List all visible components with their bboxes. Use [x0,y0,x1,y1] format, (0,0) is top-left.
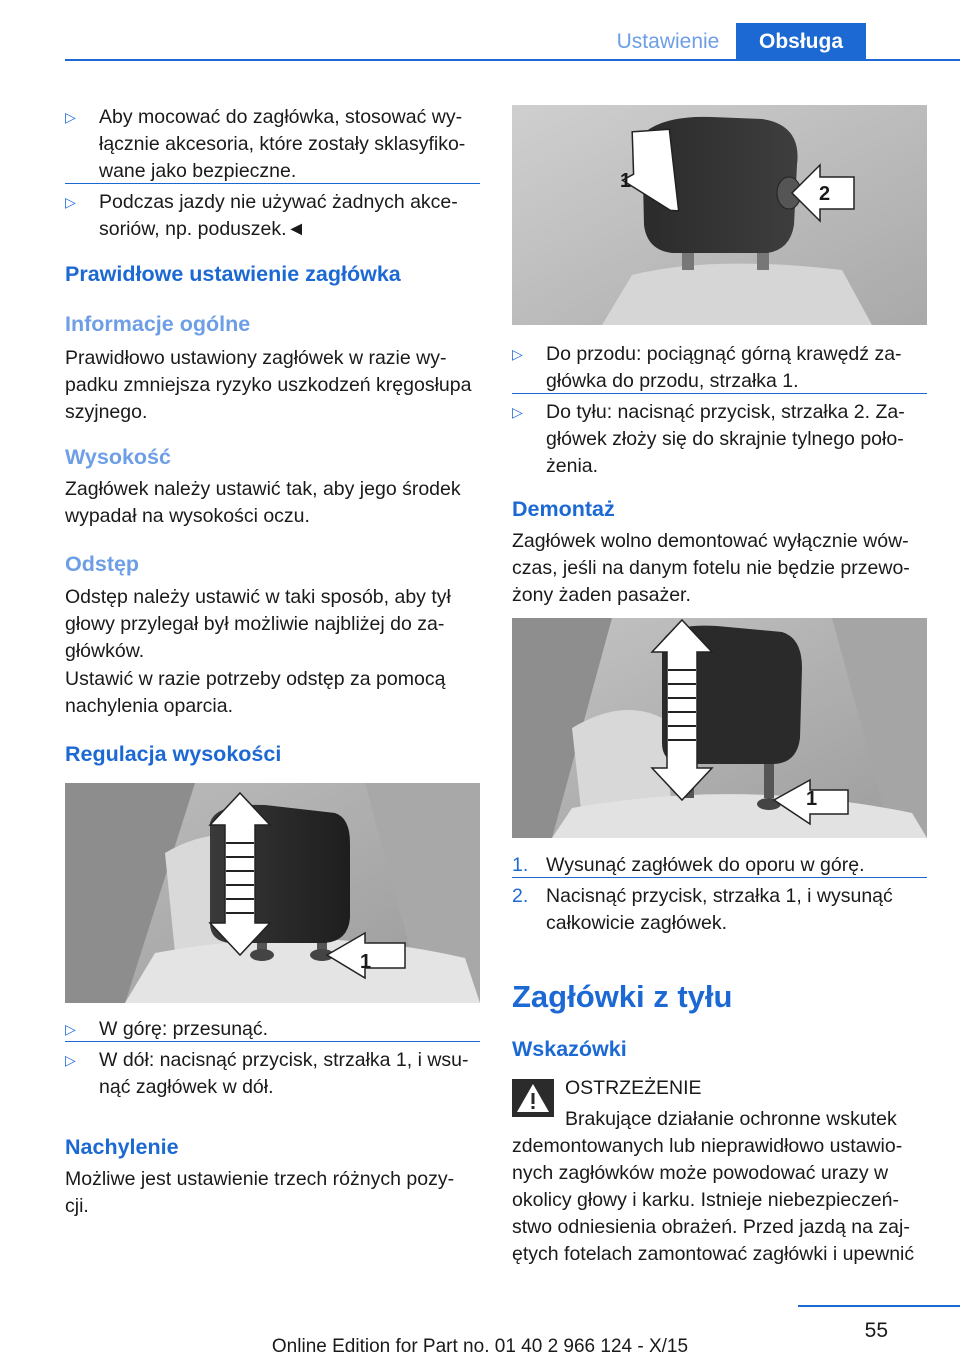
heading-general-info: Informacje ogólne [65,312,251,336]
warning-text: zdemontowanych lub nieprawidłowo ustawio‐ nych zagłówków może powodować urazy w okolicy głowy i karku. Istnieje niebezpieczeń‐ stwo odniesienia obrażeń. Przed jazdą na zaj‐ ętych fotelach zamontować zagłówki i upewnić [512,1135,915,1265]
bullet-text: Podczas jazdy nie używać żadnych akce‐ soriów, np. poduszek.◄ [99,191,458,240]
warning-first-line: Brakujące działanie ochronne wskutek [565,1108,897,1130]
arrow-label-2: 2 [819,183,831,205]
arrow-label: 1 [360,951,372,973]
step-number: 1. [512,854,529,876]
paragraph-distance: Odstęp należy ustawić w taki sposób, aby tył głowy przylegał był możliwie najbliżej do za‐ główków. [65,586,451,662]
headrest-removal-illustration [512,618,927,838]
headrest-tilt-illustration [512,105,927,325]
paragraph-height: Zagłówek należy ustawić tak, aby jego środek wypadał na wysokości oczu. [65,478,461,527]
separator [512,877,927,878]
headrest-height-illustration [65,783,480,1003]
bullet-triangle-icon: ▷ [65,194,76,210]
heading-correct-adjustment: Prawidłowe ustawienie zagłówka [65,262,401,286]
heading-height: Wysokość [65,445,171,469]
footer-edition: Online Edition for Part no. 01 40 2 966 124 - X/15 [271,1336,689,1357]
bullet-text: Aby mocować do zagłówka, stosować wy‐ łącznie akcesoria, które zostały sklasyfiko‐ wane jako bezpieczne. [99,106,466,182]
step-number: 2. [512,885,529,907]
paragraph-tilt: Możliwe jest ustawienie trzech różnych pozy‐ cji. [65,1168,455,1217]
bullet-text: Do tyłu: nacisnąć przycisk, strzałka 2. Za‐ główek złoży się do skrajnie tylnego poło‐ żenia. [546,401,905,477]
bullet-triangle-icon: ▷ [65,109,76,125]
bullet-triangle-icon: ▷ [512,404,523,420]
warning-title: OSTRZEŻENIE [565,1077,702,1099]
separator [65,183,480,184]
arrow-label: 1 [806,788,818,810]
header-active-tab[interactable]: Obsługa [736,23,866,61]
heading-notes: Wskazówki [512,1037,627,1061]
bullet-triangle-icon: ▷ [65,1021,76,1037]
header-rule [65,59,960,61]
heading-rear-headrests: Zagłówki z tyłu [512,979,733,1014]
footer-rule [798,1305,960,1307]
warning-triangle-icon [512,1079,554,1117]
header-section-tab[interactable]: Ustawienie [616,30,720,53]
bullet-triangle-icon: ▷ [512,346,523,362]
paragraph-general: Prawidłowo ustawiony zagłówek w razie wy‐ padku zmniejsza ryzyko uszkodzeń kręgosłupa szyjnego. [65,347,472,423]
separator [65,1041,480,1042]
bullet-text: Do przodu: pociągnąć górną krawędź za‐ główka do przodu, strzałka 1. [546,343,902,392]
heading-tilt: Nachylenie [65,1135,179,1159]
bullet-triangle-icon: ▷ [65,1052,76,1068]
step-text: Wysunąć zagłówek do oporu w górę. [546,854,865,876]
heading-distance: Odstęp [65,552,140,576]
separator [512,393,927,394]
bullet-text: W górę: przesunąć. [99,1018,269,1040]
paragraph-removal: Zagłówek wolno demontować wyłącznie wów‐ czas, jeśli na danym fotelu nie będzie przewo‐ żony żaden pasażer. [512,530,910,606]
page-number: 55 [864,1319,888,1342]
heading-removal: Demontaż [512,497,615,521]
bullet-text: W dół: nacisnąć przycisk, strzałka 1, i wsu‐ nąć zagłówek w dół. [99,1049,469,1098]
heading-height-adjustment: Regulacja wysokości [65,742,282,766]
step-text: Nacisnąć przycisk, strzałka 1, i wysunąć całkowicie zagłówek. [546,885,893,934]
arrow-label-1: 1 [620,170,632,192]
paragraph-distance-2: Ustawić w razie potrzeby odstęp za pomocą nachylenia oparcia. [65,668,446,717]
